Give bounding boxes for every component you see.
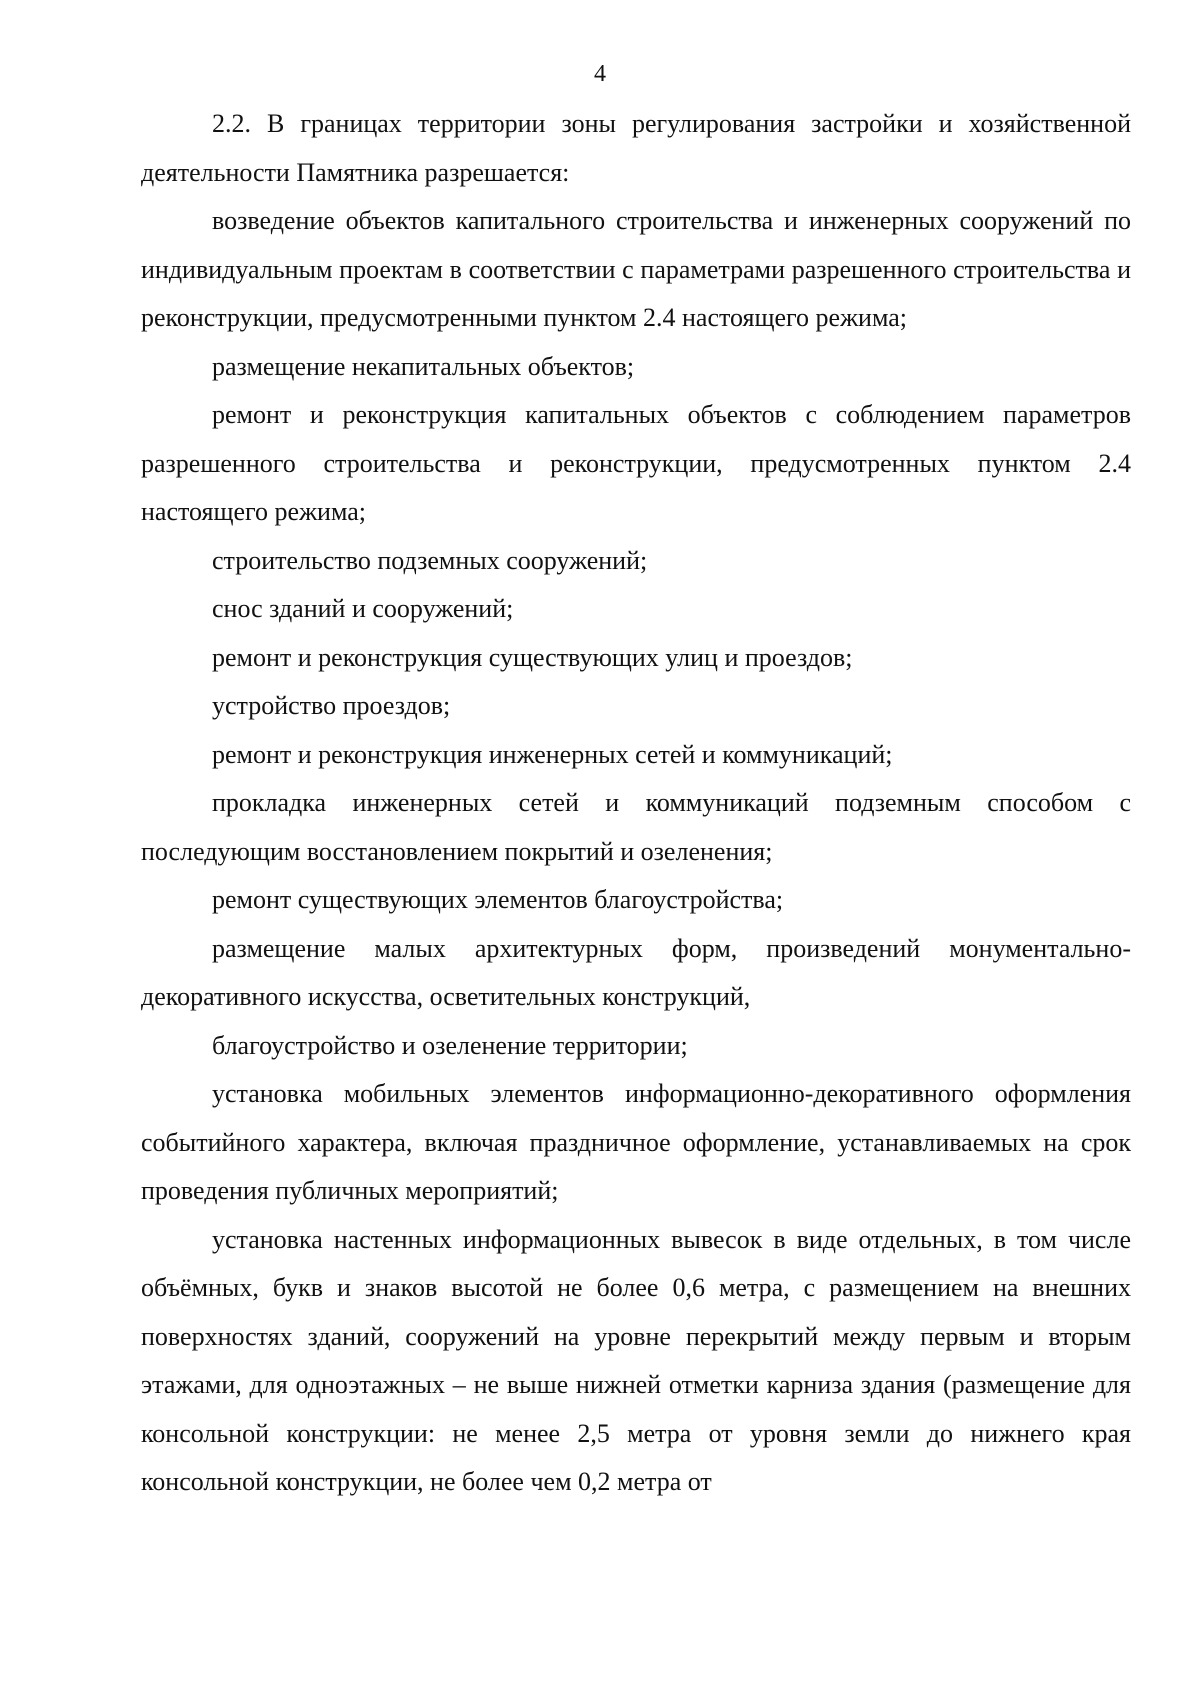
- list-item-small-architectural-forms: размещение малых архитектурных форм, произведений монументально-декоративного искусства, осветительных конструкций,: [141, 933, 1131, 1011]
- list-item-landscaping: благоустройство и озеленение территории;: [212, 1030, 688, 1060]
- page-number: 4: [594, 61, 606, 87]
- document-body: [141, 100, 1131, 1507]
- list-item-underground-structures: строительство подземных сооружений;: [212, 545, 648, 575]
- list-item-capital-construction: возведение объектов капитального строительства и инженерных сооружений по индивидуальным проектам в соответствии с параметрами разрешенного строительства и реконструкции, предусмотренными пунктом 2.4 настоящего режима;: [141, 206, 1131, 332]
- list-item-wall-signs: установка настенных информационных вывесок в виде отдельных, в том числе объёмных, букв и знаков высотой не более 0,6 метра, с размещением на внешних поверхностях зданий, сооружений на уровне перекрытий между первым и вторым этажами, для одноэтажных – не выше нижней отметки карниза здания (размещение для консольной конструкции: не менее 2,5 метра от уровня земли до нижнего края консольной конструкции, не более чем 0,2 метра от: [141, 1224, 1131, 1496]
- list-item-repair-networks: ремонт и реконструкция инженерных сетей и коммуникаций;: [212, 739, 893, 769]
- list-item-driveways: устройство проездов;: [212, 691, 451, 720]
- list-item-laying-networks: прокладка инженерных сетей и коммуникаций подземным способом с последующим восстановлением покрытий и озеленения;: [141, 788, 1131, 866]
- list-item-demolition: снос зданий и сооружений;: [212, 594, 514, 623]
- list-item-repair-capital-objects: ремонт и реконструкция капитальных объектов с соблюдением параметров разрешенного строительства и реконструкции, предусмотренных пунктом 2.4 настоящего режима;: [141, 400, 1131, 526]
- list-item-repair-landscaping: ремонт существующих элементов благоустройства;: [212, 885, 784, 914]
- list-item-repair-streets: ремонт и реконструкция существующих улиц и проездов;: [212, 642, 853, 672]
- paragraph-2-2-intro: 2.2. В границах территории зоны регулирования застройки и хозяйственной деятельности Памятника разрешается:: [141, 109, 1131, 187]
- list-item-noncapital-objects: размещение некапитальных объектов;: [212, 351, 635, 381]
- list-item-mobile-decorations: установка мобильных элементов информационно-декоративного оформления событийного характера, включая праздничное оформление, устанавливаемых на срок проведения публичных мероприятий;: [141, 1079, 1131, 1205]
